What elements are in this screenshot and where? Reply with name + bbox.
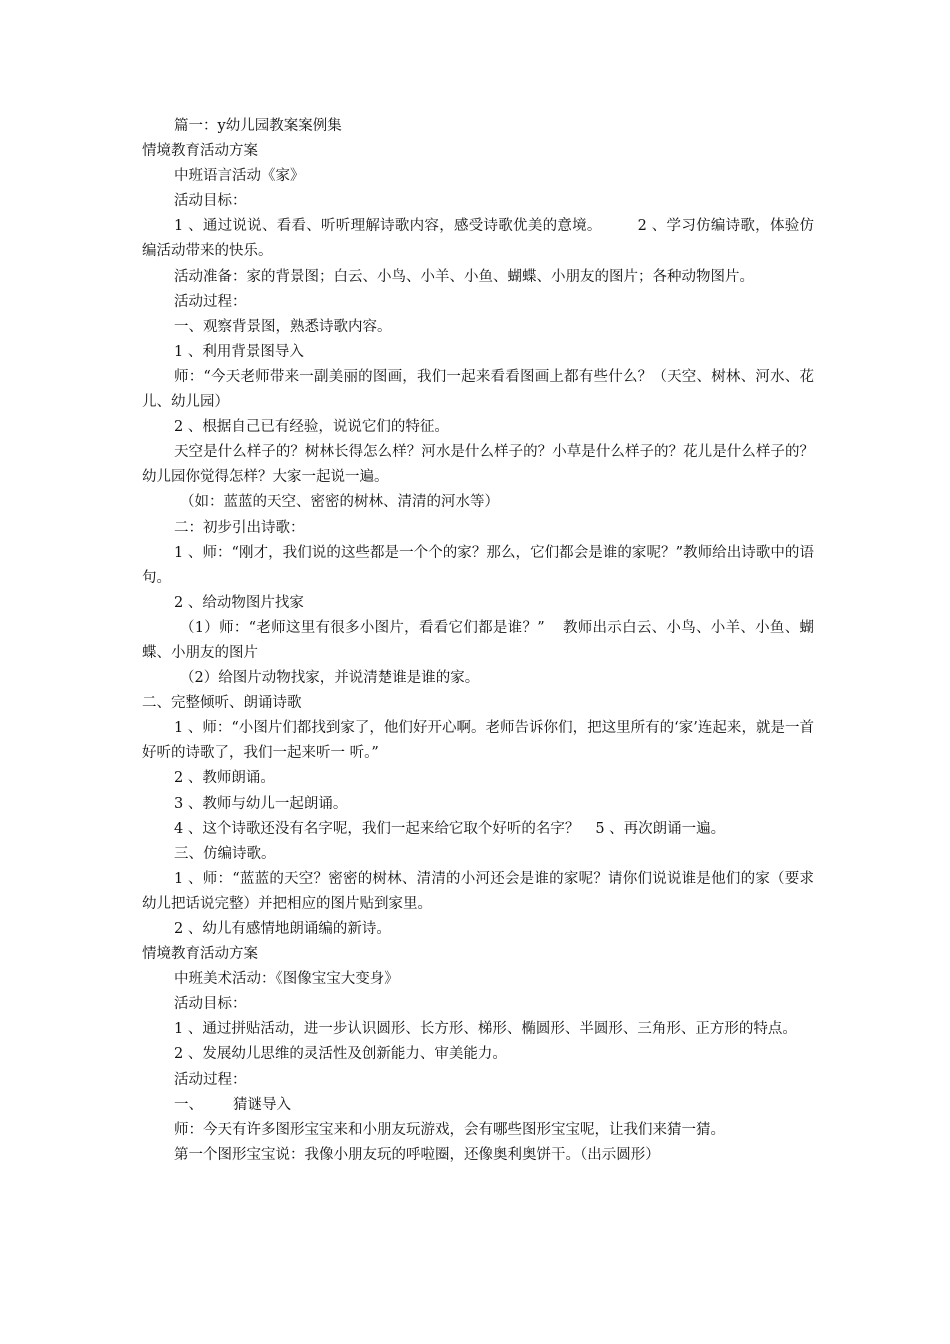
paragraph-text: 2 、教师朗诵。 — [174, 770, 275, 787]
paragraph — [142, 189, 814, 214]
paragraph — [142, 716, 814, 766]
paragraph-text: 二：初步引出诗歌： — [174, 519, 305, 536]
paragraph-text: 3 、教师与幼儿一起朗诵。 — [174, 795, 348, 812]
paragraph-text: （如：蓝蓝的天空、密密的树林、清清的河水等） — [180, 494, 499, 511]
paragraph-text: 师：“今天老师带来一副美丽的图画，我们一起来看看图画上都有些什么？（天空、树林、河水、花儿、幼儿园） — [142, 368, 814, 411]
paragraph-text: 猜谜导入 — [233, 1096, 291, 1113]
paragraph-text: （2）给图片动物找家，并说清楚谁是谁的家。 — [180, 670, 480, 687]
document-heading — [142, 114, 814, 139]
paragraph — [142, 415, 814, 440]
paragraph-text: 2 、发展幼儿思维的灵活性及创新能力、审美能力。 — [174, 1046, 507, 1063]
paragraph-text: 1 、通过说说、看看、听听理解诗歌内容，感受诗歌优美的意境。 — [174, 218, 602, 235]
section-title-text: 情境教育活动方案 — [142, 143, 258, 160]
paragraph-text: 一、 — [174, 1096, 203, 1113]
paragraph — [142, 1143, 814, 1168]
paragraph-text: 1 、利用背景图导入 — [174, 343, 304, 360]
paragraph-text: 1 、通过拼贴活动，进一步认识圆形、长方形、梯形、椭圆形、半圆形、三角形、正方形的特点。 — [174, 1021, 797, 1038]
paragraph — [142, 490, 814, 515]
section-title — [142, 942, 814, 967]
paragraph-text: 1 、师：“小图片们都找到家了，他们好开心啊。老师告诉你们，把这里所有的‘家’连起来，就是一首好听的诗歌了，我们一起来听一 听。” — [142, 720, 814, 762]
activity-title — [142, 967, 814, 992]
activity-title-text: 中班美术活动：《图像宝宝大变身》 — [174, 971, 399, 988]
paragraph-text: 4 、这个诗歌还没有名字呢，我们一起来给它取个好听的名字？ — [174, 820, 580, 837]
paragraph — [142, 290, 814, 315]
paragraph-text: （1）师：“老师这里有很多小图片，看看它们都是谁？” — [180, 619, 545, 636]
paragraph — [142, 666, 814, 691]
document-body — [142, 114, 814, 1168]
paragraph-text: 教师出示白云、小鸟、小羊、小鱼、蝴蝶、小朋友的图片 — [142, 619, 814, 661]
paragraph-text: 三、仿编诗歌。 — [174, 845, 276, 862]
paragraph-text: 1 、师：“蓝蓝的天空？密密的树林、清清的小河还会是谁的家呢？请你们说说谁是他们的家（要求幼儿把话说完整）并把相应的图片贴到家里。 — [142, 870, 814, 912]
paragraph-text: 活动过程： — [174, 293, 247, 310]
paragraph-text: 师：今天有许多图形宝宝来和小朋友玩游戏，会有哪些图形宝宝呢，让我们来猜一猜。 — [174, 1121, 725, 1138]
paragraph — [142, 591, 814, 616]
paragraph-text: 活动目标： — [174, 193, 247, 210]
paragraph — [142, 214, 814, 264]
paragraph — [142, 340, 814, 365]
section-title — [142, 139, 814, 164]
activity-title-text: 中班语言活动《家》 — [174, 168, 305, 185]
paragraph-text: 第一个图形宝宝说：我像小朋友玩的呼啦圈，还像奥利奥饼干。（出示圆形） — [174, 1146, 660, 1163]
paragraph — [142, 867, 814, 917]
paragraph — [142, 817, 814, 842]
paragraph-text: 2 、学习仿编诗歌，体验仿编活动带来的快乐。 — [142, 218, 814, 260]
paragraph — [142, 691, 814, 716]
paragraph — [142, 315, 814, 340]
paragraph-text: 5 、再次朗诵一遍。 — [595, 820, 726, 837]
paragraph-text: 2 、给动物图片找家 — [174, 594, 304, 611]
paragraph-text: 天空是什么样子的？树林长得怎么样？河水是什么样子的？小草是什么样子的？花儿是什么样子的？幼儿园你觉得怎样？大家一起说一遍。 — [142, 444, 814, 486]
paragraph-text: 活动目标： — [174, 996, 247, 1013]
paragraph — [142, 365, 814, 415]
paragraph — [142, 1042, 814, 1067]
section-title-text: 情境教育活动方案 — [142, 946, 258, 963]
paragraph-text: 二、完整倾听、朗诵诗歌 — [142, 695, 302, 712]
paragraph — [142, 917, 814, 942]
paragraph-text: 2 、根据自己已有经验，说说它们的特征。 — [174, 419, 449, 436]
paragraph — [142, 1118, 814, 1143]
paragraph — [142, 1068, 814, 1093]
paragraph-text: 一、观察背景图，熟悉诗歌内容。 — [174, 318, 392, 335]
activity-title — [142, 164, 814, 189]
paragraph-text: 2 、幼儿有感情地朗诵编的新诗。 — [174, 921, 391, 937]
paragraph — [142, 516, 814, 541]
paragraph — [142, 992, 814, 1017]
paragraph — [142, 265, 814, 290]
heading-text: 篇一：y幼儿园教案案例集 — [174, 118, 342, 134]
paragraph-text: 1 、师：“刚才，我们说的这些都是一个个的家？那么，它们都会是谁的家呢？”教师给出诗歌中的语句。 — [142, 544, 814, 586]
paragraph — [142, 616, 814, 666]
paragraph — [142, 440, 814, 490]
paragraph — [142, 541, 814, 591]
paragraph — [142, 792, 814, 817]
paragraph — [142, 1093, 814, 1118]
paragraph — [142, 1017, 814, 1042]
paragraph-text: 活动准备：家的背景图；白云、小鸟、小羊、小鱼、蝴蝶、小朋友的图片；各种动物图片。 — [174, 268, 754, 285]
paragraph-text: 活动过程： — [174, 1071, 247, 1088]
paragraph — [142, 842, 814, 867]
paragraph — [142, 766, 814, 791]
